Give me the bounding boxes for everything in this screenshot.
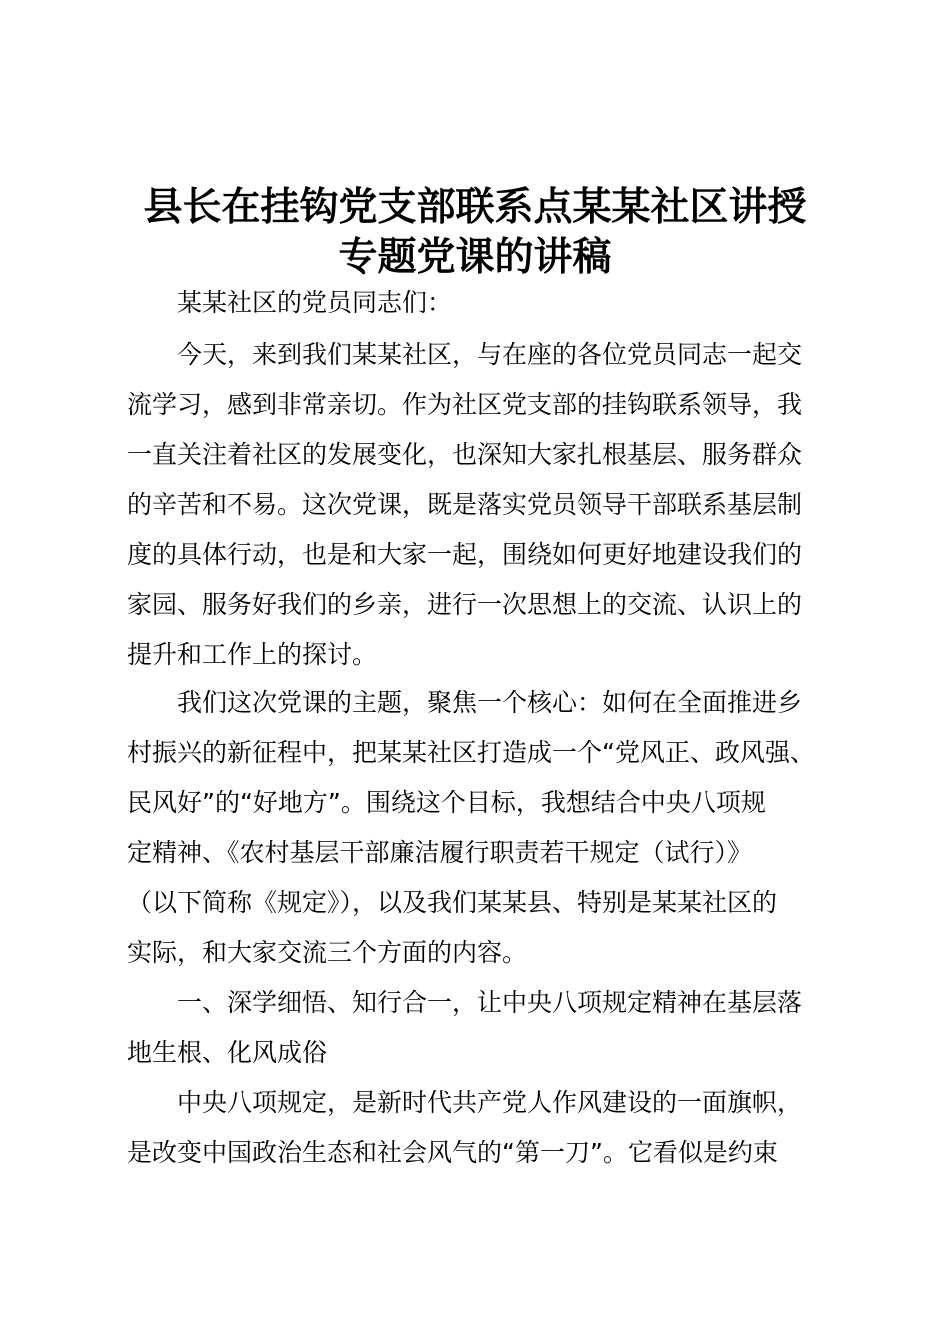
paragraph-line: 民风好”的“好地方”。围绕这个目标，我想结合中央八项规 — [127, 788, 766, 817]
paragraph-line: 我们这次党课的主题，聚焦一个核心：如何在全面推进乡 — [177, 688, 803, 717]
paragraph-line: 定精神、《农村基层干部廉洁履行职责若干规定（试行）》 — [127, 838, 753, 867]
paragraph-line: 流学习，感到非常亲切。作为社区党支部的挂钩联系领导，我 — [127, 390, 803, 419]
section-heading-line: 地生根、化风成俗 — [127, 1038, 328, 1067]
paragraph-line: 的辛苦和不易。这次党课，既是落实党员领导干部联系基层制 — [127, 490, 803, 519]
paragraph-line: 村振兴的新征程中，把某某社区打造成一个“党风正、政风强、 — [127, 738, 815, 767]
paragraph-line: 提升和工作上的探讨。 — [127, 640, 378, 669]
paragraph-line: 家园、服务好我们的乡亲，进行一次思想上的交流、认识上的 — [127, 590, 803, 619]
paragraph-line: 实际，和大家交流三个方面的内容。 — [127, 938, 528, 967]
paragraph-line: （以下简称《规定》），以及我们某某县、特别是某某社区的 — [127, 888, 778, 917]
section-heading-line: 一、深学细悟、知行合一，让中央八项规定精神在基层落 — [177, 988, 803, 1017]
paragraph-line: 一直关注着社区的发展变化，也深知大家扎根基层、服务群众 — [127, 440, 803, 469]
paragraph-line: 度的具体行动，也是和大家一起，围绕如何更好地建设我们的 — [127, 540, 803, 569]
salutation: 某某社区的党员同志们： — [177, 288, 453, 317]
document-title-line-2: 专题党课的讲稿 — [338, 235, 612, 280]
paragraph-line: 今天，来到我们某某社区，与在座的各位党员同志一起交 — [177, 340, 803, 369]
paragraph-line: 中央八项规定，是新时代共产党人作风建设的一面旗帜， — [177, 1088, 803, 1117]
document-title-line-1: 县长在挂钩党支部联系点某某社区讲授 — [143, 185, 807, 230]
paragraph-line: 是改变中国政治生态和社会风气的“第一刀”。它看似是约束 — [127, 1138, 778, 1167]
